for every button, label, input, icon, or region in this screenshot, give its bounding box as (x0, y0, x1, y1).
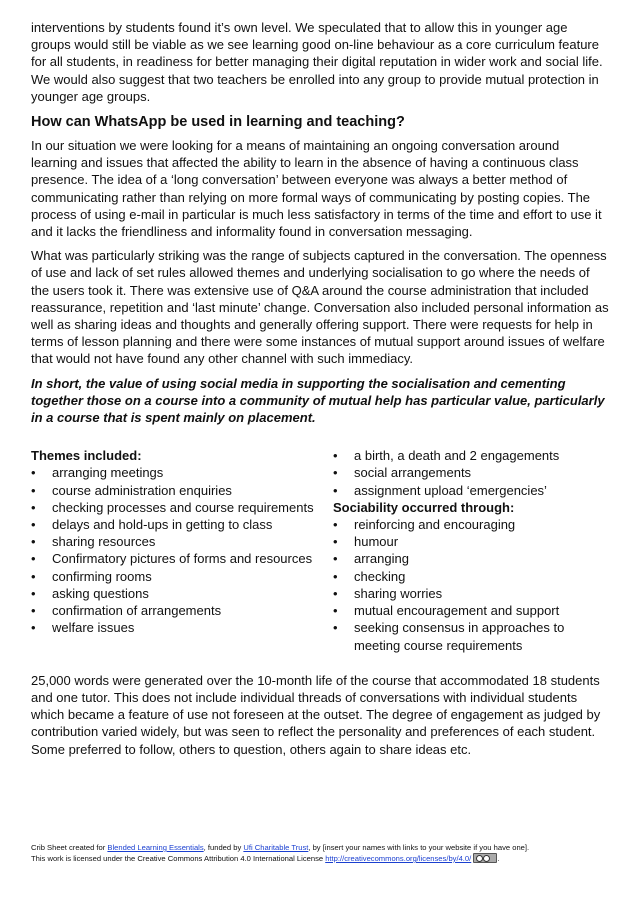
themes-column (31, 447, 333, 653)
ufi-trust-link[interactable]: Ufi Charitable Trust (243, 843, 309, 852)
list-item: • mutual encouragement and support (333, 603, 560, 619)
sociability-heading: Sociability occurred through: (333, 499, 515, 515)
list-item: • humour (333, 534, 399, 550)
list-item: • sharing resources (31, 534, 156, 550)
list-item: • welfare issues (31, 620, 135, 636)
list-item: • confirming rooms (31, 568, 152, 584)
cc-by-license-icon[interactable] (473, 853, 497, 863)
list-item: • sharing worries (333, 585, 443, 601)
list-item: • delays and hold-ups in getting to class (31, 517, 273, 533)
sociability-list (333, 516, 609, 654)
list-item: • arranging (333, 551, 409, 567)
closing-paragraph: 25,000 words were generated over the 10-month life of the course that accommodated 18 students and one tutor. This does not include individual threads of conversations with individual students which became a feature of use not foreseen at the outset. The degree of engagement as judged by contribution varied widely, but was seen to reflect the personality and preferences of each student. Some preferred to follow, others to question, others again to share ideas etc. (31, 672, 601, 757)
list-item: • course administration enquiries (31, 482, 232, 498)
themes-list-left (31, 464, 333, 636)
situation-paragraph: In our situation we were looking for a means of maintaining an ongoing conversation around learning and issues that affected the ability to learn in the absence of having a continuous class presence. The idea of a ‘long conversation’ between everyone was always a better method of communicating rather than relying on more formal ways of communicating by posting copies. The process of using e-mail in particular is much less satisfactory in terms of the time and effort to use it and it lacks the friendliness and informality found in conversation messaging. (31, 138, 602, 240)
themes-heading: Themes included: (31, 448, 142, 464)
striking-paragraph: What was particularly striking was the range of subjects captured in the conversation. The openness of use and lack of set rules allowed themes and underlying socialisation to go where the needs of the users took it. There was extensive use of Q&A around the course administration that included reassurance, repetition and ‘last minute’ change. Conversation also included personal information as well as sharing ideas and thoughts and generally offering support. There were requests for help in terms of lesson planning and there were some instances of mutual support around issues of welfare that would not have found any other channel with such immediacy. (31, 248, 609, 367)
footer-credit-line: Crib Sheet created for Blended Learning Essentials, funded by Ufi Charitable Trust, by [insert your names with links to your website if you have one]. (31, 843, 530, 852)
list-item: • a birth, a death and 2 engagements (333, 448, 560, 464)
list-item: • confirmation of arrangements (31, 603, 222, 619)
list-item: • reinforcing and encouraging (333, 517, 516, 533)
list-item: • assignment upload ‘emergencies’ (333, 482, 547, 498)
section-heading: How can WhatsApp be used in learning and teaching? (31, 114, 405, 131)
footer-license-line: This work is licensed under the Creative Commons Attribution 4.0 International License http://creativecommons.org/licenses/by/4.0/ . (31, 854, 500, 863)
license-link[interactable]: http://creativecommons.org/licenses/by/4.0/ (325, 854, 472, 863)
short-summary-paragraph: In short, the value of using social media in supporting the socialisation and cementing together those on a course into a community of mutual help has particular value, particularly in a course that is spent mainly on placement. (31, 375, 605, 426)
list-item: • asking questions (31, 585, 149, 601)
blended-learning-link[interactable]: Blended Learning Essentials (107, 843, 204, 852)
footer (31, 842, 621, 864)
lists-section (31, 447, 609, 653)
list-item: • social arrangements (333, 465, 472, 481)
list-item: • checking (333, 568, 406, 584)
document-body (31, 19, 609, 765)
list-item: • arranging meetings (31, 465, 164, 481)
right-column (333, 447, 609, 653)
list-item: • Confirmatory pictures of forms and resources (31, 551, 313, 567)
intro-paragraph: interventions by students found it’s own level. We speculated that to allow this in younger age groups would still be viable as we see learning good on-line behaviour as a core curriculum feature for all students, in readiness for better managing their digital reputation in wider work and social life. We would also suggest that two teachers be enrolled into any group to provide mutual protection in younger age groups. (31, 20, 603, 104)
list-item: • checking processes and course requirements (31, 499, 314, 515)
themes-list-right (333, 447, 609, 499)
list-item: • seeking consensus in approaches to meeting course requirements (333, 620, 565, 653)
